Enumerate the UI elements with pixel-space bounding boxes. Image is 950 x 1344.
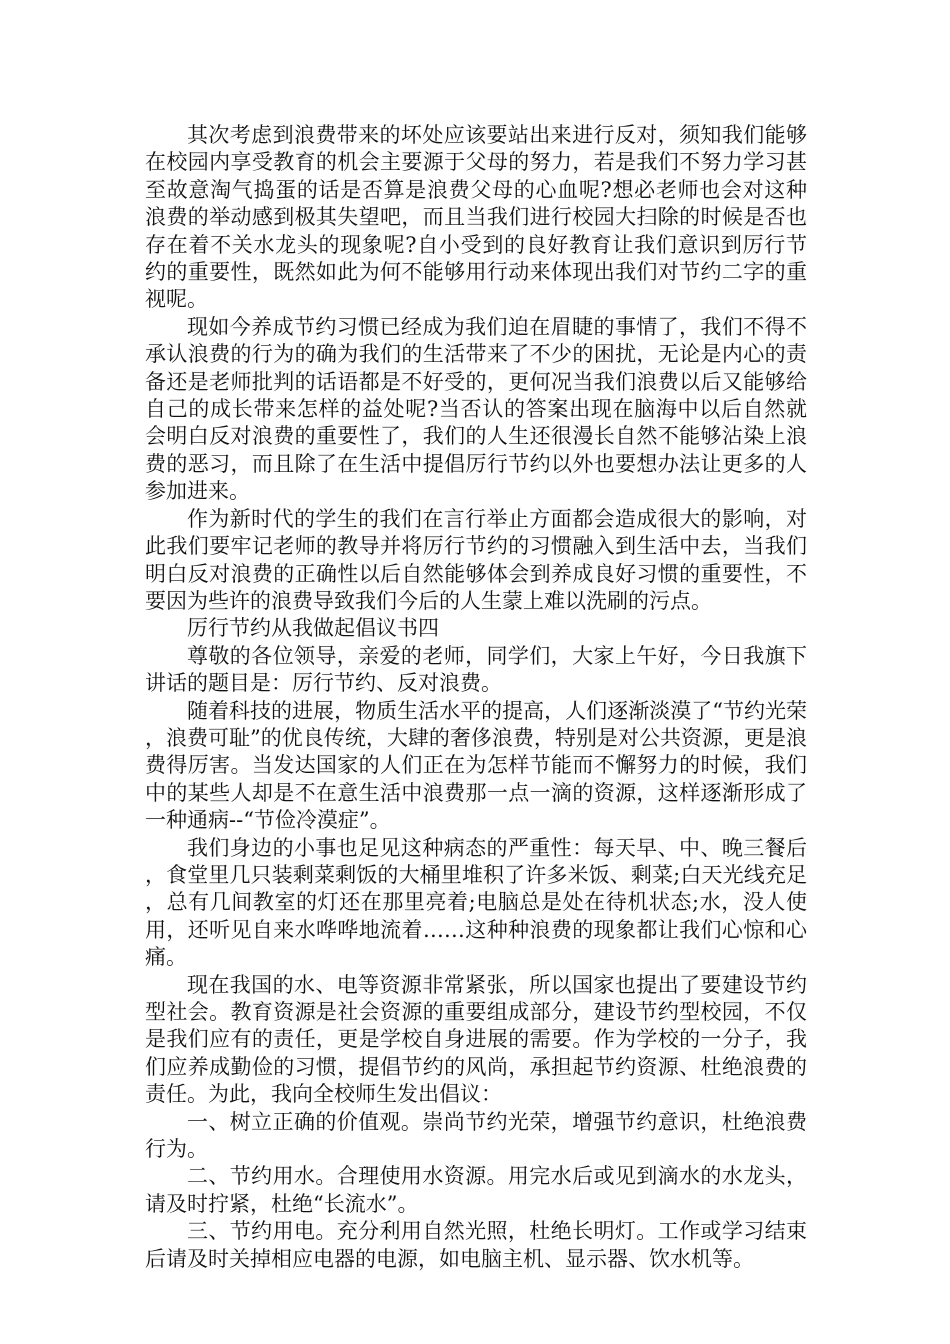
proposal-item-2: 二、节约用水。合理使用水资源。用完水后或见到滴水的水龙头，请及时拧紧，杜绝“长流水”。 [145, 1164, 807, 1216]
paragraph-2: 现如今养成节约习惯已经成为我们迫在眉睫的事情了，我们不得不承认浪费的行为的确为我们的生活带来了不少的困扰，无论是内心的责备还是老师批判的话语都是不好受的，更何况当我们浪费以后又能够给自己的成长带来怎样的益处呢?当否认的答案出现在脑海中以后自然就会明白反对浪费的重要性了，我们的人生还很漫长自然不能够沾染上浪费的恶习，而且除了在生活中提倡厉行节约以外也要想办法让更多的人参加进来。 [145, 314, 807, 504]
paragraph-7: 现在我国的水、电等资源非常紧张，所以国家也提出了要建设节约型社会。教育资源是社会资源的重要组成部分，建设节约型校园，不仅是我们应有的责任，更是学校自身进展的需要。作为学校的一分子，我们应养成勤俭的习惯，提倡节约的风尚，承担起节约资源、杜绝浪费的责任。为此，我向全校师生发出倡议： [145, 972, 807, 1107]
document-body [145, 122, 807, 1273]
paragraph-5: 随着科技的进展，物质生活水平的提高，人们逐渐淡漠了“节约光荣，浪费可耻”的优良传统，大肆的奢侈浪费，特别是对公共资源，更是浪费得厉害。当发达国家的人们正在为怎样节能而不懈努力的时候，我们中的某些人却是不在意生活中浪费那一点一滴的资源，这样逐渐形成了一种通病--“节俭冷漠症”。 [145, 698, 807, 833]
proposal-item-3: 三、节约用电。充分利用自然光照，杜绝长明灯。工作或学习结束后请及时关掉相应电器的电源，如电脑主机、显示器、饮水机等。 [145, 1219, 807, 1271]
paragraph-1: 其次考虑到浪费带来的坏处应该要站出来进行反对，须知我们能够在校园内享受教育的机会主要源于父母的努力，若是我们不努力学习甚至故意淘气捣蛋的话是否算是浪费父母的心血呢?想必老师也会对这种浪费的举动感到极其失望吧，而且当我们进行校园大扫除的时候是否也存在着不关水龙头的现象呢?自小受到的良好教育让我们意识到厉行节约的重要性，既然如此为何不能够用行动来体现出我们对节约二字的重视呢。 [145, 123, 807, 312]
proposal-item-1: 一、树立正确的价值观。崇尚节约光荣，增强节约意识，杜绝浪费行为。 [145, 1109, 807, 1162]
paragraph-6: 我们身边的小事也足见这种病态的严重性：每天早、中、晚三餐后，食堂里几只装剩菜剩饭的大桶里堆积了许多米饭、剩菜;白天光线充足，总有几间教室的灯还在那里亮着;电脑总是处在待机状态;水，没人使用，还听见自来水哗哗地流着……这种种浪费的现象都让我们心惊和心痛。 [145, 835, 807, 970]
paragraph-3: 作为新时代的学生的我们在言行举止方面都会造成很大的影响，对此我们要牢记老师的教导并将厉行节约的习惯融入到生活中去，当我们明白反对浪费的正确性以后自然能够体会到养成良好习惯的重要性，不要因为些许的浪费导致我们今后的人生蒙上难以洗刷的污点。 [145, 506, 807, 613]
paragraph-greeting: 尊敬的各位领导，亲爱的老师，同学们，大家上午好，今日我旗下讲话的题目是：厉行节约、反对浪费。 [145, 643, 807, 696]
section-heading: 厉行节约从我做起倡议书四 [187, 616, 439, 641]
